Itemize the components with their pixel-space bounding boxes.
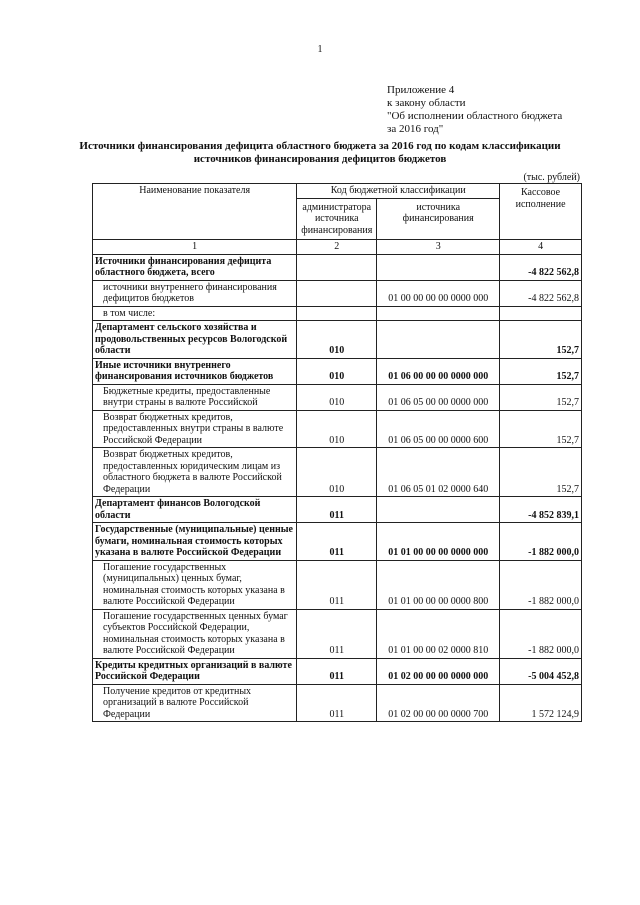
table-row bbox=[93, 306, 582, 321]
source-code: 01 00 00 00 00 0000 000 bbox=[377, 280, 500, 306]
row-name: Получение кредитов от кредитных организаций в валюте Российской Федерации bbox=[93, 684, 297, 722]
admin-code: 011 bbox=[297, 658, 377, 684]
appendix-line: к закону области bbox=[387, 97, 466, 109]
execution-amount: -1 882 000,0 bbox=[500, 560, 582, 609]
execution-amount bbox=[500, 306, 582, 321]
execution-amount: -4 822 562,8 bbox=[500, 254, 582, 280]
admin-code: 011 bbox=[297, 684, 377, 722]
row-name: Департамент финансов Вологодской области bbox=[93, 497, 297, 523]
source-code: 01 02 00 00 00 0000 700 bbox=[377, 684, 500, 722]
row-name: Государственные (муниципальные) ценные бумаги, номинальная стоимость которых указана в валюте Российской Федерации bbox=[93, 523, 297, 561]
admin-code: 011 bbox=[297, 497, 377, 523]
admin-code: 010 bbox=[297, 410, 377, 448]
appendix-line: Приложение 4 bbox=[387, 84, 455, 96]
execution-amount: 152,7 bbox=[500, 384, 582, 410]
header-classification: Код бюджетной классификации bbox=[297, 184, 500, 199]
source-code: 01 01 00 00 00 0000 800 bbox=[377, 560, 500, 609]
column-number: 2 bbox=[297, 240, 377, 255]
table-row bbox=[93, 497, 582, 523]
admin-code bbox=[297, 254, 377, 280]
header-source: источника финансирования bbox=[377, 198, 500, 240]
source-code bbox=[377, 306, 500, 321]
source-code: 01 06 05 00 00 0000 000 bbox=[377, 384, 500, 410]
execution-amount: 152,7 bbox=[500, 448, 582, 497]
row-name: в том числе: bbox=[93, 306, 297, 321]
admin-code: 010 bbox=[297, 448, 377, 497]
document-title: Источники финансирования дефицита областного бюджета за 2016 год по кодам классификации источников финансирования дефицитов бюджетов bbox=[79, 140, 561, 165]
row-name: Бюджетные кредиты, предоставленные внутри страны в валюте Российской bbox=[93, 384, 297, 410]
execution-amount: -1 882 000,0 bbox=[500, 609, 582, 658]
source-code bbox=[377, 497, 500, 523]
admin-code: 010 bbox=[297, 358, 377, 384]
units-label: (тыс. рублей) bbox=[523, 172, 580, 183]
admin-code bbox=[297, 280, 377, 306]
source-code: 01 06 00 00 00 0000 000 bbox=[377, 358, 500, 384]
row-name: Погашение государственных (муниципальных) ценных бумаг, номинальная стоимость которых указана в валюте Российской Федерации bbox=[93, 560, 297, 609]
execution-amount: -4 852 839,1 bbox=[500, 497, 582, 523]
admin-code: 011 bbox=[297, 523, 377, 561]
column-number: 1 bbox=[93, 240, 297, 255]
execution-amount: -4 822 562,8 bbox=[500, 280, 582, 306]
header-admin: администратора источника финансирования bbox=[297, 198, 377, 240]
table-row bbox=[93, 321, 582, 359]
execution-amount: 152,7 bbox=[500, 358, 582, 384]
appendix-line: "Об исполнении областного бюджета bbox=[387, 110, 563, 122]
sources-table bbox=[92, 183, 582, 722]
row-name: Возврат бюджетных кредитов, предоставленных внутри страны в валюте Российской Федерации bbox=[93, 410, 297, 448]
admin-code: 011 bbox=[297, 560, 377, 609]
header-execution: Кассовое исполнение bbox=[500, 184, 582, 240]
source-code: 01 01 00 00 00 0000 000 bbox=[377, 523, 500, 561]
row-name: Погашение государственных ценных бумаг субъектов Российской Федерации, номинальная стоимость которых указана в валюте Российской Федерации bbox=[93, 609, 297, 658]
page-number: 1 bbox=[317, 44, 323, 55]
table-row bbox=[93, 560, 582, 609]
admin-code bbox=[297, 306, 377, 321]
execution-amount: 152,7 bbox=[500, 410, 582, 448]
source-code: 01 02 00 00 00 0000 000 bbox=[377, 658, 500, 684]
table-row bbox=[93, 658, 582, 684]
source-code: 01 06 05 00 00 0000 600 bbox=[377, 410, 500, 448]
appendix-line: за 2016 год" bbox=[387, 123, 444, 135]
table-row bbox=[93, 254, 582, 280]
admin-code: 011 bbox=[297, 609, 377, 658]
execution-amount: -5 004 452,8 bbox=[500, 658, 582, 684]
table-row bbox=[93, 384, 582, 410]
source-code: 01 06 05 01 02 0000 640 bbox=[377, 448, 500, 497]
execution-amount: 1 572 124,9 bbox=[500, 684, 582, 722]
table-row bbox=[93, 523, 582, 561]
source-code: 01 01 00 00 02 0000 810 bbox=[377, 609, 500, 658]
table-row bbox=[93, 358, 582, 384]
row-name: Кредиты кредитных организаций в валюте Российской Федерации bbox=[93, 658, 297, 684]
table-row bbox=[93, 280, 582, 306]
execution-amount: -1 882 000,0 bbox=[500, 523, 582, 561]
table-row bbox=[93, 684, 582, 722]
table-row bbox=[93, 448, 582, 497]
execution-amount: 152,7 bbox=[500, 321, 582, 359]
admin-code: 010 bbox=[297, 384, 377, 410]
table-row bbox=[93, 410, 582, 448]
table-row bbox=[93, 609, 582, 658]
column-number: 4 bbox=[500, 240, 582, 255]
row-name: Источники финансирования дефицита областного бюджета, всего bbox=[93, 254, 297, 280]
source-code bbox=[377, 254, 500, 280]
header-name: Наименование показателя bbox=[93, 184, 297, 240]
admin-code: 010 bbox=[297, 321, 377, 359]
row-name: Департамент сельского хозяйства и продовольственных ресурсов Вологодской области bbox=[93, 321, 297, 359]
source-code bbox=[377, 321, 500, 359]
appendix-block bbox=[387, 84, 562, 136]
row-name: источники внутреннего финансирования дефицитов бюджетов bbox=[93, 280, 297, 306]
row-name: Иные источники внутреннего финансирования источников бюджетов bbox=[93, 358, 297, 384]
table-body bbox=[93, 254, 582, 722]
column-number: 3 bbox=[377, 240, 500, 255]
row-name: Возврат бюджетных кредитов, предоставленных юридическим лицам из областного бюджета в валюте Российской Федерации bbox=[93, 448, 297, 497]
